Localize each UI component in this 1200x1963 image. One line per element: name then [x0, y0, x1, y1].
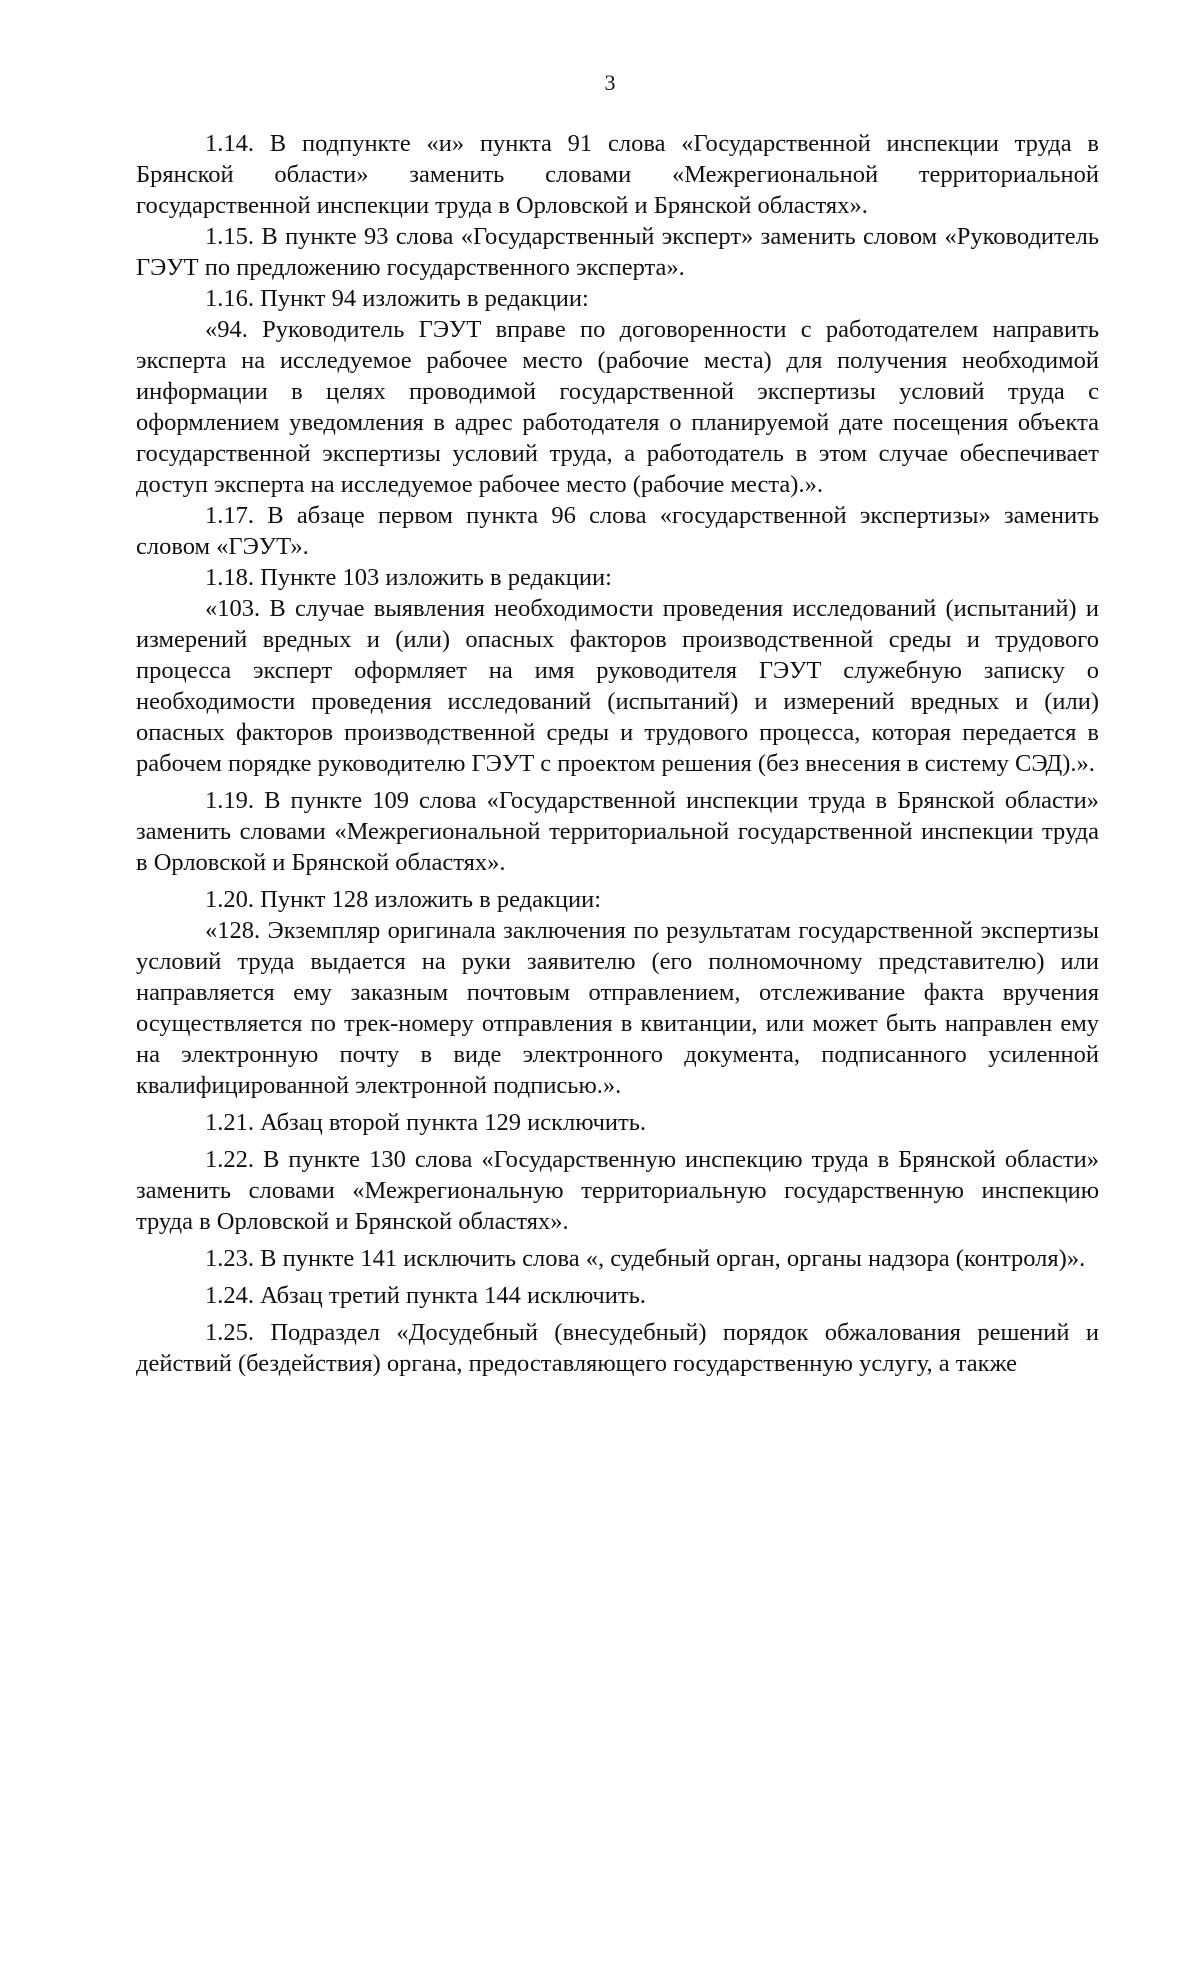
- paragraph-1-25: 1.25. Подраздел «Досудебный (внесудебный) порядок обжалования решений и действий (бездействия) органа, предоставляющего государственную услугу, а также: [136, 1319, 1099, 1377]
- paragraph-1-21: 1.21. Абзац второй пункта 129 исключить.: [205, 1109, 647, 1136]
- paragraph-1-24: 1.24. Абзац третий пункта 144 исключить.: [205, 1282, 646, 1309]
- document-body: [136, 128, 1099, 1379]
- paragraph-1-20: 1.20. Пункт 128 изложить в редакции:: [205, 886, 602, 913]
- paragraph-quote-103: «103. В случае выявления необходимости проведения исследований (испытаний) и измерений вредных и (или) опасных факторов производственной среды и трудового процесса эксперт оформляет на имя руководителя ГЭУТ служебную записку о необходимости проведения исследований (испытаний) и измерений вредных и (или) опасных факторов производственной среды и трудового процесса, которая передается в рабочем порядке руководителю ГЭУТ с проектом решения (без внесения в систему СЭД).».: [136, 595, 1099, 777]
- paragraph-quote-128: «128. Экземпляр оригинала заключения по результатам государственной экспертизы условий труда выдается на руки заявителю (его полномочному представителю) или направляется ему заказным почтовым отправлением, отслеживание факта вручения осуществляется по трек-номеру отправления в квитанции, или может быть направлен ему на электронную почту в виде электронного документа, подписанного усиленной квалифицированной электронной подписью.».: [136, 917, 1099, 1099]
- paragraph-1-22: 1.22. В пункте 130 слова «Государственную инспекцию труда в Брянской области» заменить словами «Межрегиональную территориальную государственную инспекцию труда в Орловской и Брянской областях».: [136, 1146, 1099, 1235]
- paragraph-quote-94: «94. Руководитель ГЭУТ вправе по договоренности с работодателем направить эксперта на исследуемое рабочее место (рабочие места) для получения необходимой информации в целях проводимой государственной экспертизы условий труда с оформлением уведомления в адрес работодателя о планируемой дате посещения объекта государственной экспертизы условий труда, а работодатель в этом случае обеспечивает доступ эксперта на исследуемое рабочее место (рабочие места).».: [136, 316, 1099, 498]
- paragraph-1-19: 1.19. В пункте 109 слова «Государственной инспекции труда в Брянской области» заменить словами «Межрегиональной территориальной государственной инспекции труда в Орловской и Брянской областях».: [136, 787, 1099, 876]
- paragraph-1-15: 1.15. В пункте 93 слова «Государственный эксперт» заменить словом «Руководитель ГЭУТ по предложению государственного эксперта».: [136, 223, 1099, 281]
- paragraph-1-23: 1.23. В пункте 141 исключить слова «, судебный орган, органы надзора (контроля)».: [205, 1245, 1086, 1272]
- paragraph-1-17: 1.17. В абзаце первом пункта 96 слова «государственной экспертизы» заменить словом «ГЭУТ».: [136, 502, 1099, 560]
- paragraph-1-14: 1.14. В подпункте «и» пункта 91 слова «Государственной инспекции труда в Брянской области» заменить словами «Межрегиональной территориальной государственной инспекции труда в Орловской и Брянской областях».: [136, 130, 1099, 219]
- page-number: 3: [604, 70, 616, 95]
- paragraph-1-18: 1.18. Пункте 103 изложить в редакции:: [205, 564, 612, 591]
- paragraph-1-16: 1.16. Пункт 94 изложить в редакции:: [205, 285, 589, 312]
